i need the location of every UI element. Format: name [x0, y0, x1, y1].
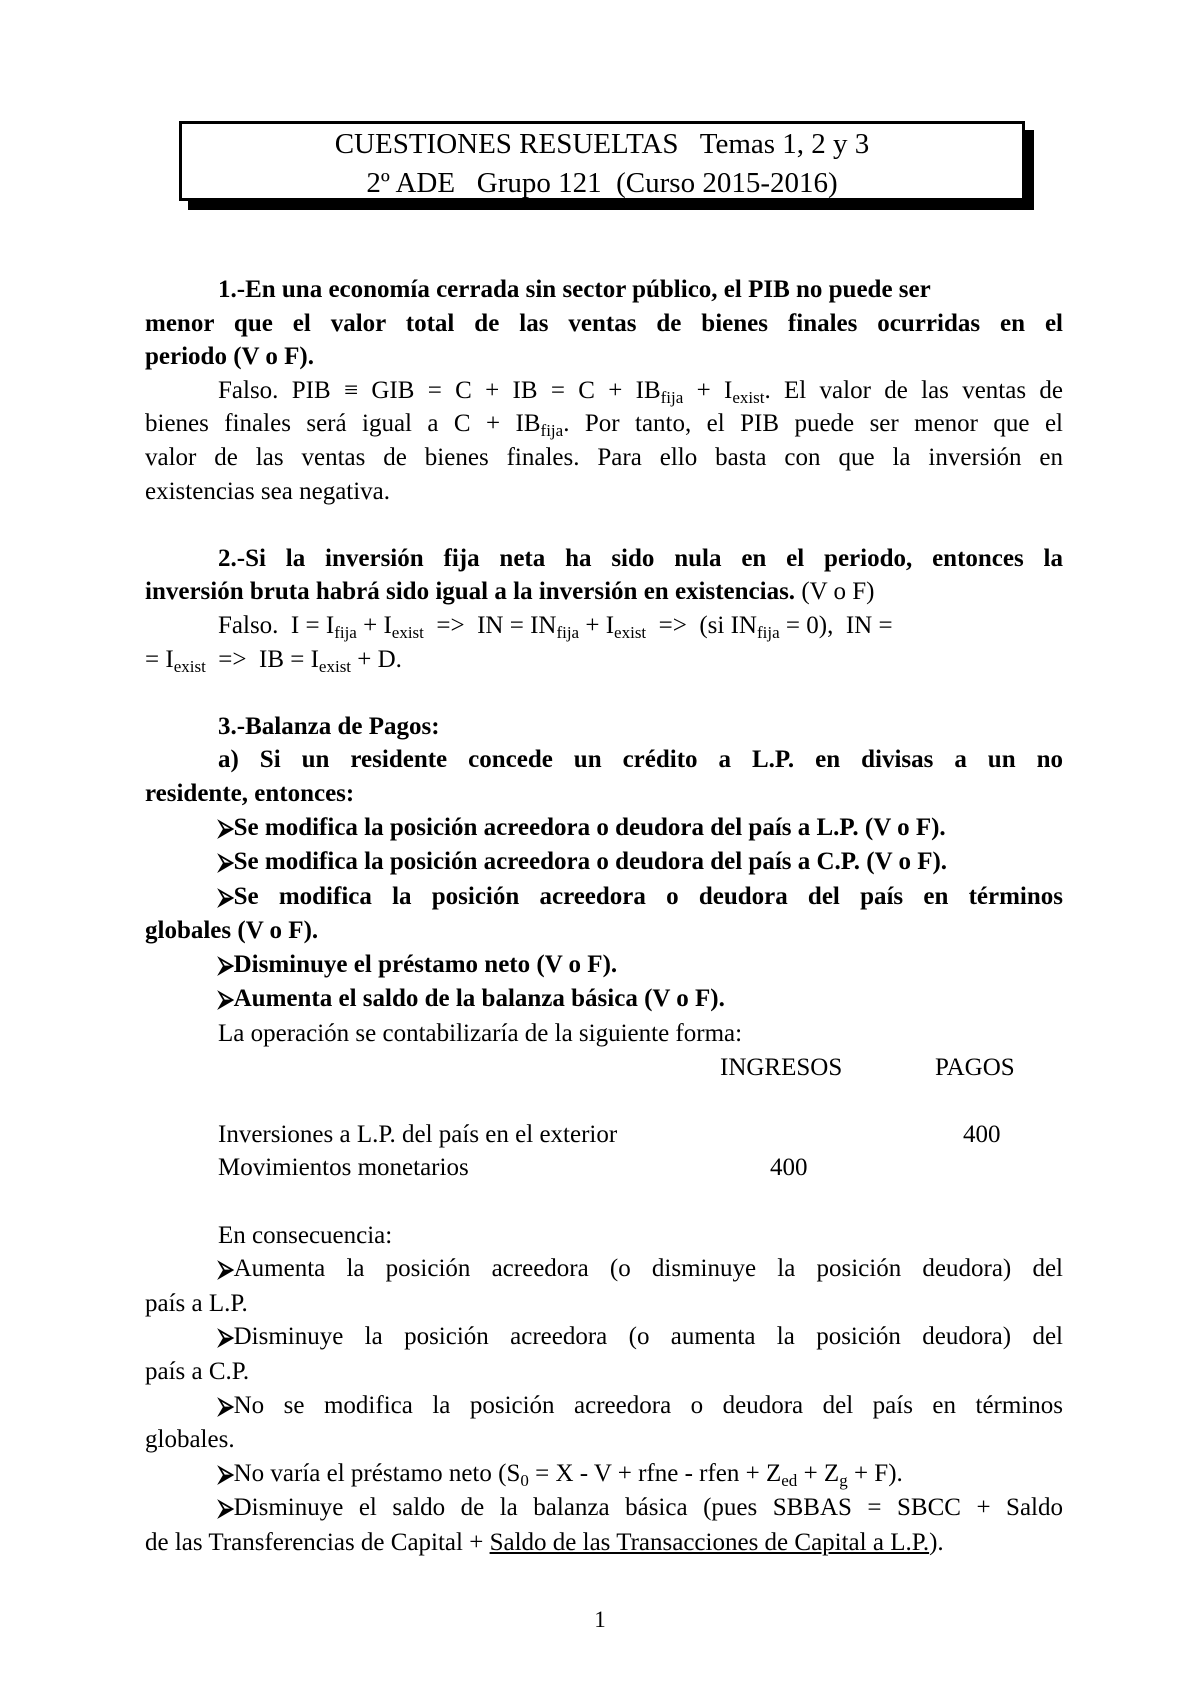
q1-line-1: 1.-En una economía cerrada sin sector público, el PIB no puede ser: [218, 276, 931, 303]
title-line-2: 2º ADE Grupo 121 (Curso 2015-2016): [366, 167, 838, 199]
consequence-1: ⮚Aumenta la posición acreedora (o disminuye la posición deudora) del: [218, 1255, 1063, 1283]
statement-1: ⮚Se modifica la posición acreedora o deudora del país a L.P. (V o F).: [218, 813, 946, 841]
q1-line-3: periodo (V o F).: [145, 343, 314, 371]
consequence-1-cont: país a L.P.: [145, 1289, 248, 1317]
arrow-bullet-icon: ⮚: [218, 884, 234, 910]
pagos-header: PAGOS: [935, 1053, 1015, 1081]
row-label: Inversiones a L.P. del país en el exterior: [218, 1120, 618, 1148]
q2-answer-line-1: Falso. $I = I_{fija} + I_{exist}$ => IN = $IN_{fija} + I_{exist} => (si$ $IN_{fija} = 0$), IN =: [218, 611, 893, 642]
statement-4: ⮚Disminuye el préstamo neto (V o F).: [218, 950, 618, 978]
ingresos-value: 400: [770, 1154, 808, 1182]
pagos-value: 400: [963, 1120, 1001, 1148]
q3-title: 3.-Balanza de Pagos:: [218, 712, 440, 740]
ingresos-header: INGRESOS: [720, 1053, 843, 1081]
statement-3: ⮚Se modifica la posición acreedora o deudora del país en términos: [218, 882, 1063, 910]
q2-line-1: 2.-Si la inversión fija neta ha sido nula en el periodo, entonces la: [218, 544, 1063, 572]
statement-3-cont: globales (V o F).: [145, 917, 319, 945]
accounting-intro: La operación se contabilizaría de la siguiente forma:: [218, 1020, 743, 1048]
arrow-bullet-icon: ⮚: [218, 1257, 234, 1283]
question-3: [145, 710, 1063, 1560]
statement-2: ⮚Se modifica la posición acreedora o deudora del país a C.P. (V o F).: [218, 848, 948, 876]
q3-a-line-1: a) Si un residente concede un crédito a L.P. en divisas a un no: [218, 746, 1063, 774]
arrow-bullet-icon: ⮚: [218, 952, 234, 978]
q1-answer-line-2: bienes finales será igual a $C + IB_{fija}$. Por tanto, el PIB puede ser menor que el: [145, 410, 1063, 441]
arrow-bullet-icon: ⮚: [218, 850, 234, 876]
consequence-5-cont: de las Transferencias de Capital + Saldo de las Transacciones de Capital a L.P.).: [145, 1528, 944, 1556]
q1-answer-line-3: valor de las ventas de bienes finales. Para ello basta con que la inversión en: [145, 443, 1063, 471]
q1-answer-line-1: Falso. PIB ≡ GIB = C + IB = $C + IB_{fija} + I_{exist}$. El valor de las ventas de: [218, 376, 1063, 407]
statement-5: ⮚Aumenta el saldo de la balanza básica (V o F).: [218, 985, 725, 1013]
arrow-bullet-icon: ⮚: [218, 815, 234, 841]
accounting-row-1: [145, 1118, 1063, 1152]
row-label: Movimientos monetarios: [218, 1154, 469, 1182]
underlined-text: Saldo de las Transacciones de Capital a L.P.: [489, 1528, 930, 1556]
arrow-bullet-icon: ⮚: [218, 1393, 234, 1419]
page-number: 1: [594, 1607, 606, 1632]
q1-line-2: menor que el valor total de las ventas de bienes finales ocurridas en el: [145, 309, 1063, 337]
q3-a-line-2: residente, entonces:: [145, 779, 355, 807]
q2-line-2: inversión bruta habrá sido igual a la inversión en existencias. (V o F): [145, 578, 875, 606]
consequence-2: ⮚Disminuye la posición acreedora (o aumenta la posición deudora) del: [218, 1323, 1063, 1351]
accounting-table-header: [145, 1051, 1063, 1085]
question-2: [145, 542, 1063, 676]
consequence-3-cont: globales.: [145, 1426, 235, 1454]
document-body: [145, 273, 1063, 1560]
q2-answer-line-2: = $I_{exist}$ => IB = $I_{exist} + D$.: [145, 645, 402, 676]
title-line-1: CUESTIONES RESUELTAS Temas 1, 2 y 3: [334, 128, 870, 160]
q1-answer-line-4: existencias sea negativa.: [145, 477, 391, 505]
arrow-bullet-icon: ⮚: [218, 1325, 234, 1351]
consequence-2-cont: país a C.P.: [145, 1358, 250, 1385]
accounting-row-2: [145, 1151, 1063, 1185]
arrow-bullet-icon: ⮚: [218, 1496, 234, 1522]
arrow-bullet-icon: ⮚: [218, 987, 234, 1013]
consequence-3: ⮚No se modifica la posición acreedora o deudora del país en términos: [218, 1391, 1063, 1419]
question-1: [145, 273, 1063, 508]
consequence-5: ⮚Disminuye el saldo de la balanza básica (pues SBBAS = SBCC + Saldo: [218, 1494, 1063, 1522]
arrow-bullet-icon: ⮚: [218, 1461, 234, 1487]
consequence-4: ⮚No varía el préstamo neto ($S_0 = X - V$ + rfne - rfen + $Z_{ed} + Z_g + F$).: [218, 1459, 903, 1490]
title-box: [179, 121, 1025, 201]
consequence-heading: En consecuencia:: [218, 1221, 393, 1249]
